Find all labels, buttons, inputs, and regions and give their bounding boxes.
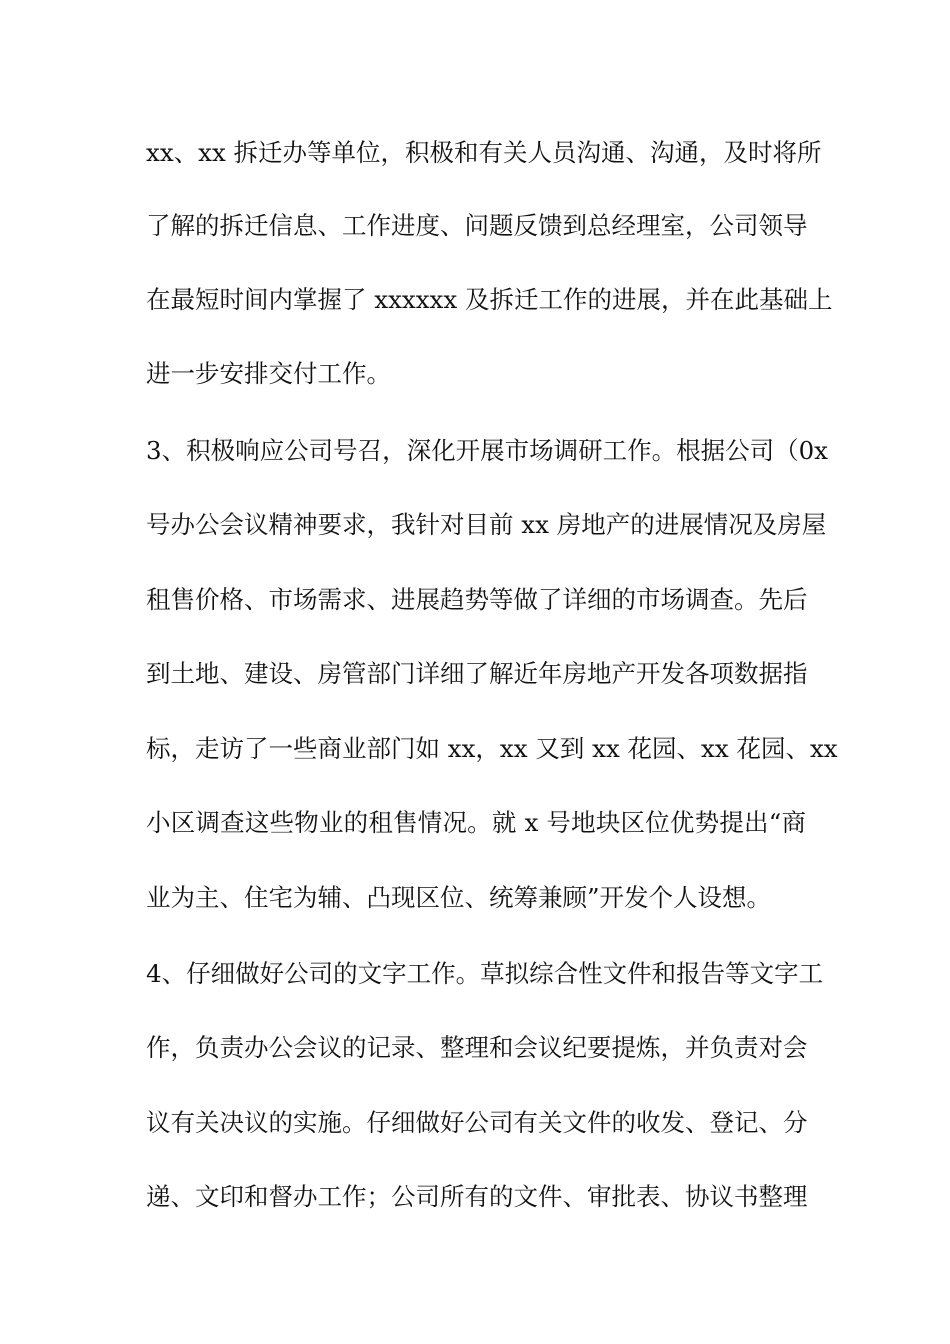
- text-line-8: 到土地、建设、房管部门详细了解近年房地产开发各项数据指: [146, 659, 808, 688]
- text-line-12: 4、仔细做好公司的文字工作。草拟综合性文件和报告等文字工: [146, 959, 824, 988]
- text-line-11: 业为主、住宅为辅、凸现区位、统筹兼顾”开发个人设想。: [146, 883, 772, 912]
- text-line-10: 小区调查这些物业的租售情况。就 x 号地块区位优势提出“商: [146, 808, 806, 837]
- text-line-7: 租售价格、市场需求、进展趋势等做了详细的市场调查。先后: [146, 585, 808, 614]
- text-line-13: 作，负责办公会议的记录、整理和会议纪要提炼，并负责对会: [146, 1033, 808, 1062]
- text-line-4: 进一步安排交付工作。: [146, 359, 391, 388]
- text-line-5: 3、积极响应公司号召，深化开展市场调研工作。根据公司（0x: [146, 436, 828, 465]
- text-line-9: 标，走访了一些商业部门如 xx，xx 又到 xx 花园、xx 花园、xx: [146, 734, 838, 763]
- text-line-3: 在最短时间内掌握了 xxxxxx 及拆迁工作的进展，并在此基础上: [146, 285, 833, 314]
- text-line-6: 号办公会议精神要求，我针对目前 xx 房地产的进展情况及房屋: [146, 510, 827, 539]
- text-line-14: 议有关决议的实施。仔细做好公司有关文件的收发、登记、分: [146, 1108, 808, 1137]
- text-line-1: xx、xx 拆迁办等单位，积极和有关人员沟通、沟通，及时将所: [146, 138, 822, 167]
- text-line-2: 了解的拆迁信息、工作进度、问题反馈到总经理室，公司领导: [146, 211, 808, 240]
- text-line-15: 递、文印和督办工作；公司所有的文件、审批表、协议书整理: [146, 1182, 808, 1211]
